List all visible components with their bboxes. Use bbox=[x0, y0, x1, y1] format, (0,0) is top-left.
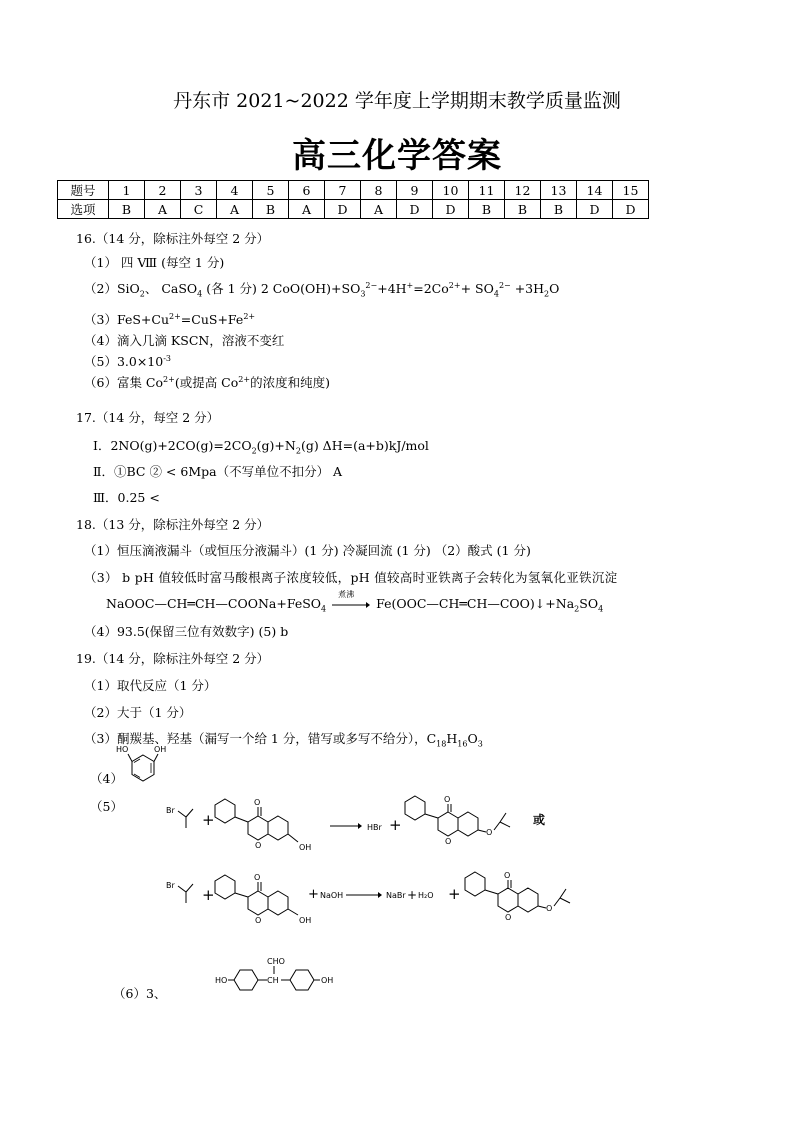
page-title: 高三化学答案 bbox=[292, 136, 502, 176]
question-number: 2 bbox=[145, 181, 181, 200]
exam-subtitle: 丹东市 2021~2022 学年度上学期期末教学质量监测 bbox=[173, 90, 621, 112]
answer-choice: A bbox=[361, 200, 397, 219]
oh-label: OH bbox=[154, 745, 167, 754]
reaction-1 bbox=[160, 780, 620, 860]
plus-sign: + bbox=[389, 816, 402, 834]
nabr-byproduct: NaBr bbox=[386, 891, 406, 900]
oh-label: OH bbox=[299, 916, 312, 925]
ring-o-label: O bbox=[255, 841, 262, 850]
q19-answer-3: （3）酮羰基、羟基（漏写一个给 1 分，错写或多写不给分），$C_{18}H_{16}O_3$ bbox=[84, 731, 483, 749]
carbonyl-o-label: O bbox=[254, 873, 261, 882]
carbonyl-o-label: O bbox=[444, 795, 451, 804]
answer-choice: A bbox=[289, 200, 325, 219]
question-number: 10 bbox=[433, 181, 469, 200]
ring-o-label: O bbox=[255, 916, 262, 925]
q16-header: 16.（14 分，除标注外每空 2 分） bbox=[76, 231, 270, 246]
q19-answer-5-label: （5） bbox=[90, 799, 123, 814]
q18-equation: NaOOC—CH═CH—COONa+FeSO$_4$ 煮沸 $Fe(OOC—CH═CH—COO)↓+Na_2SO_4$ bbox=[106, 590, 604, 614]
q19-header: 19.（14 分，除标注外每空 2 分） bbox=[76, 651, 270, 666]
row-label-number: 题号 bbox=[58, 181, 109, 200]
q16-answer-4: （4）滴入几滴 KSCN，溶液不变红 bbox=[84, 333, 285, 348]
q17-answer-3: Ⅲ．0.25 < bbox=[93, 490, 160, 505]
answer-choice: D bbox=[397, 200, 433, 219]
plus-sign: + bbox=[448, 885, 461, 903]
answer-choice: B bbox=[469, 200, 505, 219]
question-number: 14 bbox=[577, 181, 613, 200]
q17-header: 17.（14 分，每空 2 分） bbox=[76, 410, 220, 425]
question-number: 6 bbox=[289, 181, 325, 200]
q16-answer-3: $(3)FeS+Cu^{2+}=CuS+Fe^{2+}$ bbox=[84, 311, 256, 327]
answer-choice: D bbox=[613, 200, 649, 219]
q19-answer-1: （1）取代反应（1 分） bbox=[84, 678, 217, 693]
ch-label: CH bbox=[267, 976, 279, 985]
answer-choice: D bbox=[433, 200, 469, 219]
cho-label: CHO bbox=[267, 957, 285, 966]
answer-choice: C bbox=[181, 200, 217, 219]
ring-o-label: O bbox=[505, 913, 512, 922]
ho-label: HO bbox=[116, 745, 129, 754]
oh-label: OH bbox=[321, 976, 334, 985]
answer-choice: B bbox=[541, 200, 577, 219]
ho-label: HO bbox=[215, 976, 228, 985]
q16-answer-1: （1） 四 Ⅷ (每空 1 分) bbox=[84, 255, 225, 270]
question-number: 11 bbox=[469, 181, 505, 200]
plus-sign: + bbox=[407, 888, 418, 902]
plus-sign: + bbox=[308, 887, 319, 902]
carbonyl-o-label: O bbox=[254, 798, 261, 807]
hbr-byproduct: HBr bbox=[367, 823, 382, 832]
q19-answer-4-label: （4） bbox=[90, 771, 123, 786]
q17-answer-2: Ⅱ．①BC ② < 6Mpa（不写单位不扣分） A bbox=[93, 464, 343, 479]
bis-hydroxyphenyl-acetaldehyde-structure bbox=[213, 952, 363, 1002]
answer-choice: B bbox=[253, 200, 289, 219]
naoh-reagent: NaOH bbox=[320, 891, 344, 900]
q18-header: 18.（13 分，除标注外每空 2 分） bbox=[76, 517, 270, 532]
isopropoxy-isoflavone-structure bbox=[465, 871, 570, 922]
q17-answer-1: Ⅰ．$2NO(g)+2CO(g)=2CO_2(g)+N_2(g)$ ΔH=(a+b)kJ/mol bbox=[93, 438, 429, 456]
hydroxy-isoflavone-structure bbox=[215, 798, 311, 852]
question-number: 9 bbox=[397, 181, 433, 200]
reaction-2 bbox=[160, 860, 600, 940]
hydroxy-isoflavone-structure bbox=[215, 873, 311, 925]
or-label: 或 bbox=[533, 813, 546, 827]
q16-answer-5: $(5)3.0\times 10^{-3}$ bbox=[84, 353, 172, 369]
question-number: 5 bbox=[253, 181, 289, 200]
question-number: 7 bbox=[325, 181, 361, 200]
br-label: Br bbox=[166, 881, 175, 890]
q19-answer-6-label: （6）3、 bbox=[113, 986, 167, 1001]
plus-sign: + bbox=[202, 811, 215, 829]
answer-choice: D bbox=[577, 200, 613, 219]
oh-label: OH bbox=[299, 843, 312, 852]
q16-answer-6: （6）富集 $Co^{2+}$(或提高 $Co^{2+}$的浓度和纯度) bbox=[84, 374, 330, 390]
question-number: 8 bbox=[361, 181, 397, 200]
plus-sign: + bbox=[202, 886, 215, 904]
answer-choice: B bbox=[109, 200, 145, 219]
answer-table bbox=[57, 180, 649, 219]
ether-o-label: O bbox=[546, 904, 553, 913]
answer-choice: D bbox=[325, 200, 361, 219]
question-number: 3 bbox=[181, 181, 217, 200]
q18-answer-1: （1）恒压滴液漏斗（或恒压分液漏斗）(1 分) 冷凝回流 (1 分) （2）酸式 (1 分) bbox=[84, 543, 531, 558]
isopropoxy-isoflavone-structure bbox=[405, 795, 510, 846]
answer-choice: A bbox=[217, 200, 253, 219]
question-number: 15 bbox=[613, 181, 649, 200]
question-number: 1 bbox=[109, 181, 145, 200]
ring-o-label: O bbox=[445, 837, 452, 846]
answer-table-number-row bbox=[58, 181, 649, 200]
q16-answer-2: （2）SiO$_2$、 CaSO$_4$ (各 1 分) 2 $CoO(OH)+SO_3^{2-}+4H^+=2Co^{2+}+ SO_4^{2-} +3H_2O$ bbox=[84, 280, 560, 299]
question-number: 13 bbox=[541, 181, 577, 200]
water-byproduct: H₂O bbox=[418, 891, 434, 900]
question-number: 4 bbox=[217, 181, 253, 200]
row-label-choice: 选项 bbox=[58, 200, 109, 219]
q19-answer-2: （2）大于（1 分） bbox=[84, 705, 192, 720]
br-label: Br bbox=[166, 806, 175, 815]
reaction-arrow: 煮沸 bbox=[332, 598, 370, 608]
carbonyl-o-label: O bbox=[504, 871, 511, 880]
ether-o-label: O bbox=[486, 828, 493, 837]
question-number: 12 bbox=[505, 181, 541, 200]
arrow-icon bbox=[332, 601, 370, 611]
answer-choice: A bbox=[145, 200, 181, 219]
q18-answer-3: （3） b pH 值较低时富马酸根离子浓度较低，pH 值较高时亚铁离子会转化为氢氧化亚铁沉淀 bbox=[84, 570, 618, 585]
answer-table-choice-row bbox=[58, 200, 649, 219]
answer-choice: B bbox=[505, 200, 541, 219]
q18-answer-4-5: （4）93.5(保留三位有效数字) (5) b bbox=[84, 624, 289, 639]
